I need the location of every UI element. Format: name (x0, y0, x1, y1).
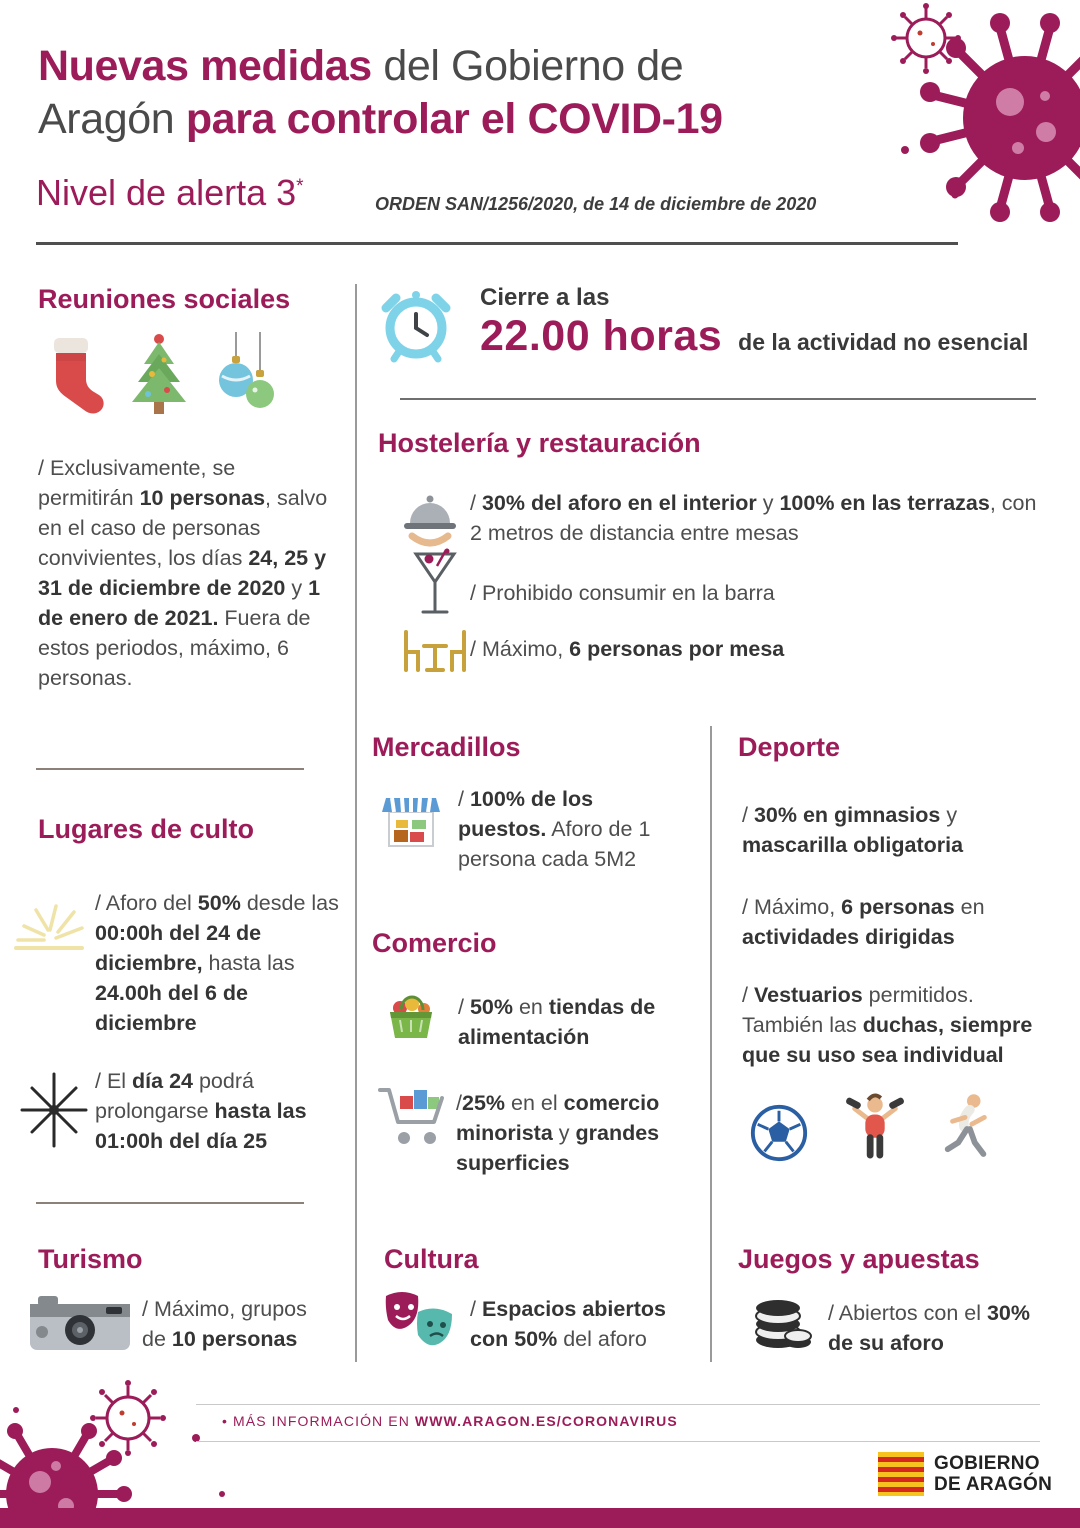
order-reference: ORDEN SAN/1256/2020, de 14 de diciembre de 2020 (375, 194, 817, 214)
title-accent-2: para controlar el COVID-19 (185, 95, 723, 143)
stocking-icon (40, 336, 104, 420)
section-heading-juegos: Juegos y apuestas (738, 1244, 980, 1274)
market-stall-icon (382, 792, 440, 854)
left-divider-1 (36, 768, 304, 770)
juegos-item-1: / Abiertos con el 30% de su aforo (828, 1301, 1030, 1355)
section-heading-deporte: Deporte (738, 732, 841, 762)
cultura-item-1: / Espacios abiertos con 50% del aforo (470, 1297, 666, 1351)
table-and-chairs-icon (400, 628, 470, 674)
christmas-tree-icon (122, 332, 196, 420)
grocery-basket-icon (382, 986, 440, 1044)
logo-line-2: DE ARAGÓN (934, 1474, 1053, 1495)
section-heading-comercio: Comercio (372, 928, 497, 958)
alarm-clock-icon (376, 282, 456, 364)
runner-icon (940, 1092, 994, 1164)
camera-icon (28, 1292, 132, 1354)
comercio-item-1: / 50% en tiendas de alimentación (458, 995, 656, 1049)
section-heading-culto: Lugares de culto (38, 814, 255, 844)
closure-divider (400, 398, 1036, 400)
logo-line-1: GOBIERNO (934, 1453, 1040, 1474)
page-title (38, 40, 723, 146)
reuniones-body: / Exclusivamente, se permitirán 10 personas, salvo en el caso de personas convivientes, los días 24, 25 y 31 de diciembre de 2020 y 1 de enero de 2021. Fuera de estos periodos, máximo, 6 personas. (38, 456, 328, 690)
section-heading-cultura: Cultura (384, 1244, 479, 1274)
closure-prefix: Cierre a las (480, 284, 610, 311)
section-heading-mercadillos: Mercadillos (372, 732, 521, 762)
page-title-line2 (38, 93, 723, 146)
sun-rays-icon (14, 898, 88, 950)
closure-banner (480, 284, 1028, 361)
alert-asterisk: * (296, 176, 304, 197)
column-divider-left (355, 284, 357, 1362)
culto-item-2: / El día 24 podrá prolongarse hasta las 01:00h del día 25 (95, 1069, 307, 1153)
page-title-line1 (38, 40, 723, 93)
star-sparkle-icon (16, 1072, 92, 1148)
virus-decoration-bottom-left (0, 1374, 240, 1528)
aragon-flag-icon (878, 1452, 924, 1496)
gobierno-aragon-logo (878, 1452, 1052, 1496)
closure-line (480, 312, 1028, 361)
footer-info: • MÁS INFORMACIÓN EN WWW.ARAGON.ES/CORONAVIRUS (222, 1413, 678, 1429)
title-rest-2: Aragón (38, 95, 186, 143)
left-divider-2 (36, 1202, 304, 1204)
logo-text (934, 1453, 1052, 1495)
alert-level (36, 172, 304, 214)
hosteleria-item-1: / 30% del aforo en el interior y 100% en las terrazas, con 2 metros de distancia entre mesas (470, 491, 1037, 545)
column-divider-right (710, 726, 712, 1362)
poker-chips-icon (752, 1292, 814, 1350)
cocktail-icon (410, 548, 460, 620)
dumbbells-icon (844, 1092, 906, 1164)
shopping-cart-icon (376, 1084, 446, 1150)
virus-decoration-top-right (860, 0, 1080, 260)
section-heading-reuniones: Reuniones sociales (38, 284, 291, 314)
section-heading-hosteleria: Hostelería y restauración (378, 428, 701, 458)
turismo-item-1: / Máximo, grupos de 10 personas (142, 1297, 307, 1351)
alert-level-text: Nivel de alerta 3 (36, 172, 297, 213)
closure-suffix: de la actividad no esencial (738, 329, 1029, 355)
title-rest-1: del Gobierno de (371, 42, 684, 90)
culto-item-1: / Aforo del 50% desde las 00:00h del 24 de diciembre, hasta las 24.00h del 6 de diciembre (95, 891, 339, 1035)
deporte-item-2: / Máximo, 6 personas en actividades dirigidas (742, 895, 985, 949)
section-heading-turismo: Turismo (38, 1244, 143, 1274)
closure-time: 22.00 horas (480, 312, 723, 360)
reuniones-icons (40, 332, 280, 420)
bottom-accent-bar (0, 1508, 1080, 1528)
theater-masks-icon (380, 1290, 458, 1352)
baubles-icon (214, 332, 280, 420)
comercio-item-2: /25% en el comercio minorista y grandes superficies (456, 1091, 660, 1175)
hosteleria-item-3: / Máximo, 6 personas por mesa (470, 637, 785, 661)
deporte-icons (748, 1092, 994, 1164)
footer-divider-top (196, 1404, 1040, 1405)
mercadillos-item-1: / 100% de los puestos. Aforo de 1 persona cada 5M2 (458, 787, 651, 871)
hosteleria-item-2: / Prohibido consumir en la barra (470, 581, 775, 605)
title-accent-1: Nuevas medidas (38, 42, 372, 90)
footer-divider-bottom (196, 1441, 1040, 1442)
header-divider (36, 242, 958, 245)
deporte-item-3: / Vestuarios permitidos. También las duchas, siempre que su uso sea individual (742, 983, 1033, 1067)
deporte-item-1: / 30% en gimnasios y mascarilla obligatoria (742, 803, 964, 857)
serving-tray-icon (398, 490, 462, 548)
soccer-ball-icon (748, 1102, 810, 1164)
